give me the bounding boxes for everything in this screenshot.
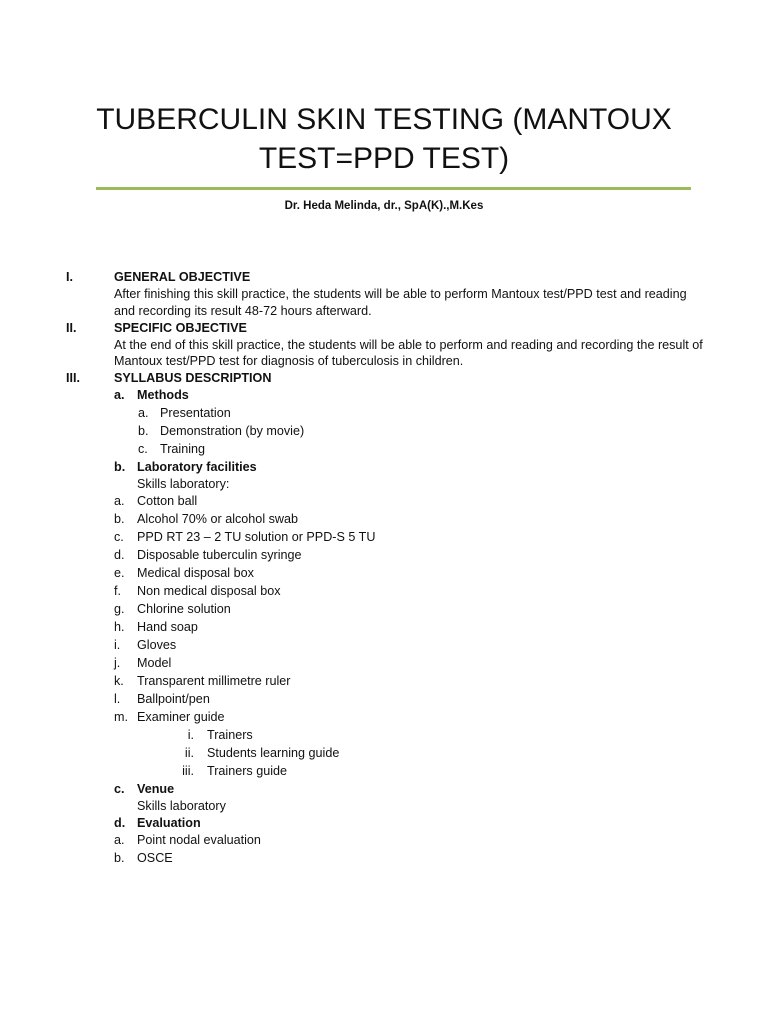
- list-marker: ii.: [184, 746, 194, 761]
- list-marker: a.: [114, 494, 125, 509]
- list-marker: d.: [114, 548, 125, 563]
- section-title: GENERAL OBJECTIVE: [114, 270, 251, 284]
- list-item: [66, 583, 706, 601]
- list-item: [66, 441, 706, 459]
- section-title: SYLLABUS DESCRIPTION: [114, 371, 272, 386]
- title-divider: [96, 187, 691, 190]
- subsection-heading: [66, 781, 706, 798]
- subsection-title: Venue: [137, 782, 175, 797]
- document-body: [66, 269, 706, 868]
- list-text: Examiner guide: [137, 710, 225, 725]
- section-heading: [66, 370, 706, 387]
- list-text: PPD RT 23 – 2 TU solution or PPD-S 5 TU: [137, 530, 376, 545]
- section-heading: [66, 320, 706, 337]
- subsection-text: [66, 798, 706, 815]
- list-item: [66, 727, 706, 745]
- list-text: Transparent millimetre ruler: [137, 674, 291, 689]
- list-item: [66, 637, 706, 655]
- subsection-title: Evaluation: [137, 816, 201, 831]
- list-marker: a.: [138, 406, 149, 421]
- list-item: [66, 709, 706, 727]
- list-text: Hand soap: [137, 620, 198, 635]
- list-text: Medical disposal box: [137, 566, 254, 581]
- list-marker: l.: [114, 692, 121, 707]
- list-item: [66, 405, 706, 423]
- section-title: SPECIFIC OBJECTIVE: [114, 320, 247, 335]
- list-text: Cotton ball: [137, 494, 198, 509]
- list-text: Presentation: [160, 406, 231, 421]
- list-item: [66, 745, 706, 763]
- author-line: Dr. Heda Melinda, dr., SpA(K).,M.Kes: [284, 200, 484, 212]
- list-marker: j.: [114, 656, 121, 671]
- list-text: Alcohol 70% or alcohol swab: [137, 512, 299, 527]
- subsection-letter: c.: [114, 782, 125, 797]
- list-text: Ballpoint/pen: [137, 692, 210, 707]
- subsection-letter: b.: [114, 460, 126, 475]
- subsection-title: Methods: [137, 388, 189, 403]
- subsection-letter: a.: [114, 388, 125, 403]
- section-paragraph: At the end of this skill practice, the students will be able to perform and reading and recording the result of Mantoux test/PPD test for diagnosis of tuberculosis in children.: [114, 337, 703, 369]
- document-title: TUBERCULIN SKIN TESTING (MANTOUX TEST=PPD TEST): [96, 103, 672, 175]
- list-item: [66, 619, 706, 637]
- list-marker: f.: [114, 584, 121, 599]
- list-marker: i.: [187, 728, 194, 743]
- list-item: [66, 423, 706, 441]
- list-marker: k.: [114, 674, 124, 689]
- list-item: [66, 601, 706, 619]
- list-marker: b.: [138, 424, 149, 439]
- subsection-heading: [66, 387, 706, 405]
- list-marker: g.: [114, 602, 125, 617]
- list-marker: h.: [114, 620, 125, 635]
- section-paragraph: After finishing this skill practice, the students will be able to perform Mantoux test/PPD test and reading and recording its result 48-72 hours afterward.: [114, 287, 687, 318]
- list-item: [66, 673, 706, 691]
- list-text: Demonstration (by movie): [160, 424, 305, 439]
- list-text: Model: [137, 656, 172, 671]
- list-text: Disposable tuberculin syringe: [137, 548, 302, 563]
- list-marker: a.: [114, 833, 125, 848]
- list-text: Trainers: [207, 728, 253, 743]
- list-marker: b.: [114, 851, 125, 866]
- list-text: Students learning guide: [207, 746, 340, 761]
- list-text: Trainers guide: [207, 764, 288, 779]
- list-item: [66, 655, 706, 673]
- list-text: Non medical disposal box: [137, 584, 281, 599]
- list-item: [66, 763, 706, 781]
- list-marker: i.: [114, 638, 121, 653]
- list-marker: c.: [114, 530, 124, 545]
- list-text: Chlorine solution: [137, 602, 231, 617]
- subsection-title: Laboratory facilities: [137, 460, 257, 475]
- list-text: Point nodal evaluation: [137, 833, 261, 848]
- list-text: Gloves: [137, 638, 177, 653]
- list-marker: c.: [138, 442, 148, 457]
- list-text: Training: [160, 442, 206, 457]
- list-item: [66, 565, 706, 583]
- list-text: OSCE: [137, 851, 173, 866]
- list-item: [66, 850, 706, 868]
- list-item: [66, 691, 706, 709]
- list-item: [66, 511, 706, 529]
- subsection-heading: [66, 815, 706, 832]
- section-heading: [66, 269, 706, 286]
- list-item: [66, 493, 706, 511]
- lab-intro-text: Skills laboratory:: [137, 477, 230, 492]
- subsection-letter: d.: [114, 816, 126, 831]
- section-numeral: II.: [66, 320, 77, 335]
- subsection-intro: [66, 476, 706, 493]
- list-marker: e.: [114, 566, 125, 581]
- list-item: [66, 832, 706, 850]
- section-numeral: I.: [66, 270, 73, 284]
- list-item: [66, 529, 706, 547]
- list-marker: b.: [114, 512, 125, 527]
- section-numeral: III.: [66, 371, 80, 386]
- subsection-heading: [66, 459, 706, 476]
- list-marker: iii.: [182, 764, 194, 779]
- list-marker: m.: [114, 710, 128, 725]
- list-item: [66, 547, 706, 565]
- venue-text: Skills laboratory: [137, 799, 226, 814]
